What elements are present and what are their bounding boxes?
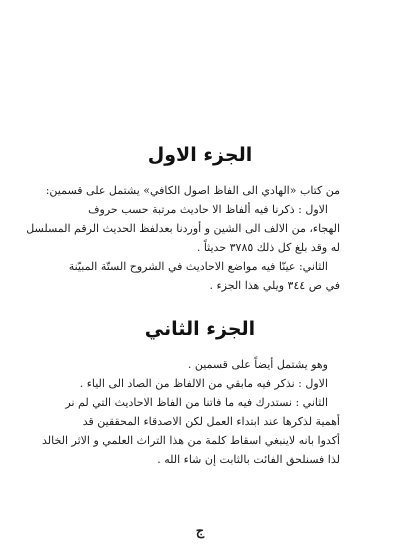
part-one-line: من كتاب «الهادي الى الفاظ اصول الكافي» يشتمل على قسمين: <box>45 184 340 197</box>
part-one-line: له وقد بلغ كل ذلك ٣٧٨٥ حديثاً . <box>196 241 340 254</box>
part-one-line: الهجاء، من الالف الى الشين و أوردنا بعدلفظ الحديث الرقم المسلسل <box>26 222 340 235</box>
part-two-line: أهمية لذكرها عند ابتداء العمل لكن الاصدقاء المحققين قد <box>82 415 340 428</box>
part-two-line: وهو يشتمل أيضاً على قسمين . <box>187 358 328 371</box>
part-two-line: الاول : نذكر فيه مابقي من الالفاظ من الصاد الى الياء . <box>79 377 328 390</box>
part-two-title: الجزء الثاني <box>144 318 256 340</box>
part-one-line: الثاني: عينّا فيه مواضع الاحاديث في الشروح الستّة المبيّنة <box>68 260 328 273</box>
part-two-line: لذا فسنلحق الفائت بالثابت إن شاء الله . <box>157 453 340 466</box>
part-one-body <box>26 181 340 295</box>
part-one-line: في ص ٣٤٤ ويلي هذا الجزء . <box>209 279 340 292</box>
part-one-title: الجزء الاول <box>147 144 253 166</box>
page-number: ج <box>195 524 205 539</box>
part-two-line: الثاني : نستدرك فيه ما فاتنا من الفاظ الاحاديث التي لم نر <box>65 396 328 409</box>
part-two-body <box>42 355 340 469</box>
part-two-line: أكدوا بانه لاينبغي اسقاط كلمة من هذا التراث العلمي و الاثر الخالد <box>42 434 340 447</box>
part-one-line: الاول : ذكرنا فيه ألفاظ الا حاديث مرتبة حسب حروف <box>88 203 328 216</box>
